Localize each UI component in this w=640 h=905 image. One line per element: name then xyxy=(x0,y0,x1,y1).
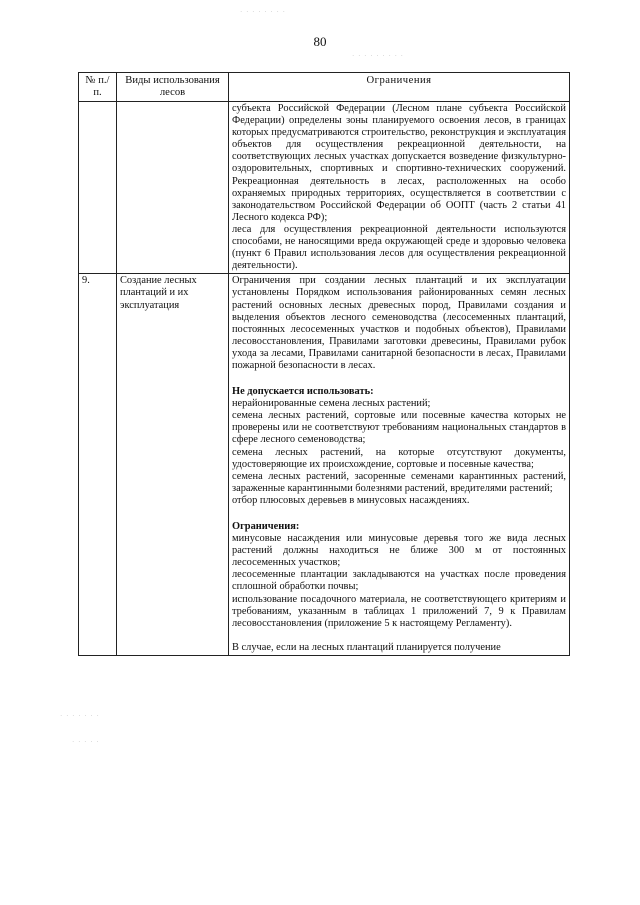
list-item: лесосеменные плантации закладываются на участках после проведения сплошной обработки почвы; xyxy=(232,569,566,593)
scan-noise-left: · · · · · xyxy=(72,738,100,746)
cell-type-empty xyxy=(117,102,229,274)
continuation-paragraph: субъекта Российской Федерации (Лесном плане субъекта Российской Федерации) определены зоны планируемого освоения лесов, в границах которых предусматриваются строительство, реконструкция и эксплуатация объектов для осуществления рекреационной деятельности, на соответствующих лесных участках допускается возведение физкультурно-оздоровительных, спортивных и спортивно-технических сооружений. Рекреационная деятельность в лесах, расположенных на особо охраняемых природных территориях, осуществляется в соответствии с законодательством Российской Федерации об ООПТ (часть 2 статьи 41 Лесного кодекса РФ); xyxy=(232,103,566,223)
table-row-9 xyxy=(79,274,570,656)
scan-noise-header: · · · · · · · · · xyxy=(352,52,404,60)
header-restrictions: Ограничения xyxy=(229,73,570,102)
list-item: минусовые насаждения или минусовые деревья того же вида лесных растений должны находиться не ближе 300 м от постоянных лесосеменных участков; xyxy=(232,533,566,569)
header-number: № п./п. xyxy=(79,73,117,102)
list-item: семена лесных растений, сортовые или посевные качества которых не проверены или не соответствуют требованиям национальных стандартов в сфере лесного семеноводства; xyxy=(232,410,566,446)
list-item: семена лесных растений, на которые отсутствуют документы, удостоверяющие их происхождение, сортовые и посевные качества; xyxy=(232,446,566,470)
header-forest-use-type: Виды использования лесов xyxy=(117,73,229,102)
table-header-row xyxy=(79,73,570,102)
cell-number: 9. xyxy=(79,274,117,656)
restrictions-heading: Ограничения: xyxy=(232,521,300,532)
list-item: семена лесных растений, засоренные семенами карантинных растений, зараженные карантинными болезнями растений, вредителями растений; xyxy=(232,470,566,494)
prohibited-heading: Не допускается использовать: xyxy=(232,386,374,398)
table-row-continuation xyxy=(79,102,570,274)
continuation-paragraph: леса для осуществления рекреационной деятельности используются способами, не наносящими вреда окружающей среде и здоровью человека (пункт 6 Правил использования лесов для осуществления рекреационной деятельности). xyxy=(232,223,566,272)
cell-restrictions xyxy=(229,274,570,656)
scan-noise-left: · · · · · · · xyxy=(60,712,100,720)
restrictions-table xyxy=(78,72,570,656)
list-item: использование посадочного материала, не соответствующего критериям и требованиям, указанным в таблицах 1 приложений 7, 9 к Правилам лесовосстановления (приложение 5 к настоящему Регламенту). xyxy=(232,593,566,629)
cell-restrictions-continuation xyxy=(229,102,570,274)
list-item: нерайонированные семена лесных растений; xyxy=(232,398,431,410)
cell-number-empty xyxy=(79,102,117,274)
intro-paragraph: Ограничения при создании лесных плантаций и их эксплуатации установлены Порядком использования районированных семян лесных растений основных лесных древесных пород, Правилами создания и выделения объектов лесного семеноводства (лесосеменных плантаций, постоянных лесосеменных участков и подобных объектов), Правилами лесовосстановления, Правилами заготовки древесины, Правилами рубок ухода за лесами, Правилами санитарной безопасности в лесах, Правилами пожарной безопасности в лесах. xyxy=(232,275,566,371)
page-number: 80 xyxy=(313,34,327,49)
cell-forest-use-type: Создание лесных плантаций и их эксплуатация xyxy=(117,274,229,656)
scan-noise-top: · · · · · · · · xyxy=(240,8,286,16)
list-item: отбор плюсовых деревьев в минусовых насаждениях. xyxy=(232,494,470,506)
closing-paragraph: В случае, если на лесных плантаций планируется получение xyxy=(232,641,501,653)
